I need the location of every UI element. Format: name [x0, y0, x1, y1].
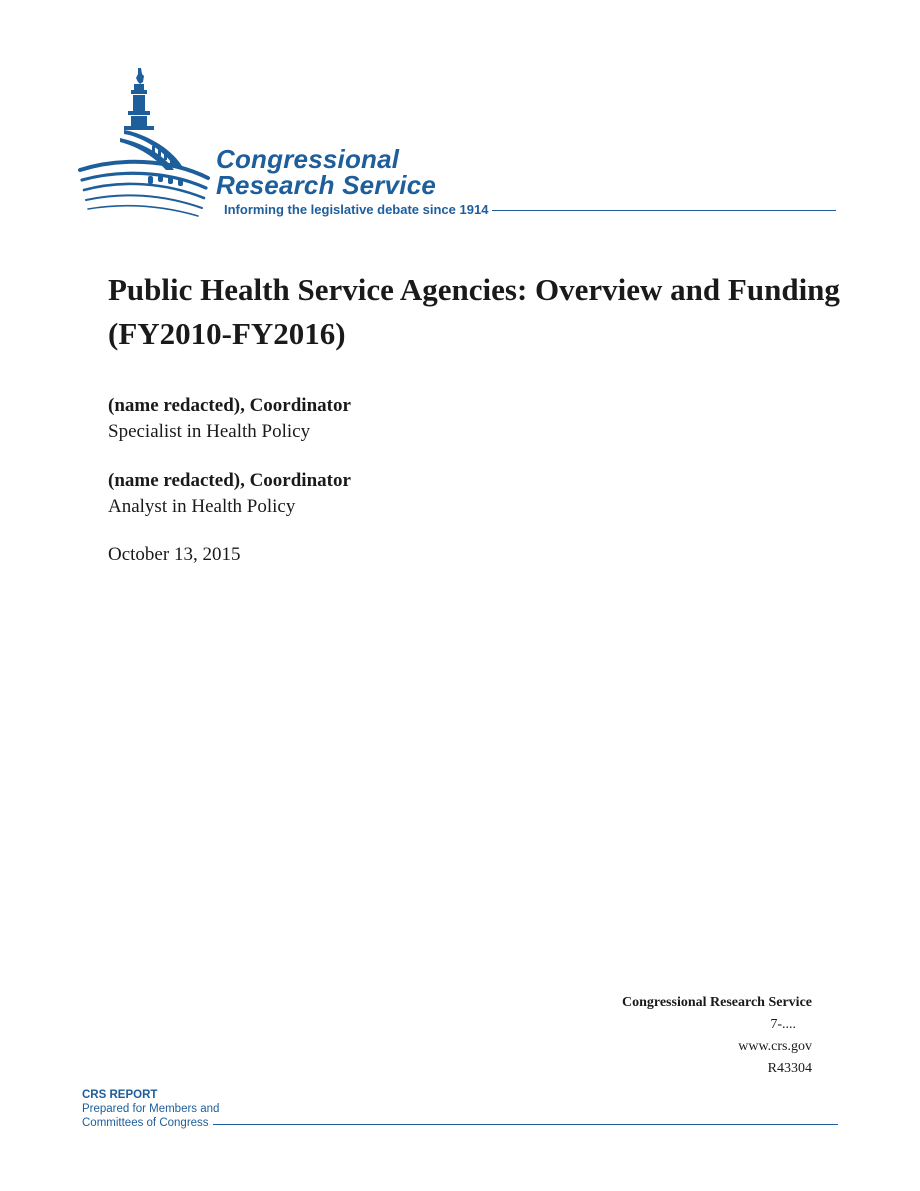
author-block [108, 468, 351, 520]
author-name: (name redacted), Coordinator [108, 470, 351, 491]
report-date: October 13, 2015 [108, 544, 241, 565]
footer-label: CRS REPORT [82, 1089, 158, 1101]
brand-name [216, 146, 436, 198]
author-role: Specialist in Health Policy [108, 421, 311, 442]
brand-tagline: Informing the legislative debate since 1914 [224, 201, 489, 217]
crs-report-footer [82, 1088, 838, 1130]
footer-rule [213, 1124, 838, 1125]
contact-phone: 7-.... [770, 1017, 796, 1032]
footer-line-1: Prepared for Members and [82, 1103, 220, 1115]
brand-name-line2: Research Service [216, 170, 437, 200]
author-role: Analyst in Health Policy [108, 496, 296, 517]
capitol-dome-icon [78, 66, 223, 218]
report-number: R43304 [767, 1061, 812, 1076]
footer-line-2: Committees of Congress [82, 1117, 209, 1129]
contact-info [622, 992, 812, 1080]
author-block [108, 393, 351, 445]
brand-tagline-row [224, 200, 836, 218]
brand-name-line1: Congressional [216, 144, 400, 174]
author-name: (name redacted), Coordinator [108, 395, 351, 416]
report-title: Public Health Service Agencies: Overview and Funding (FY2010-FY2016) [108, 272, 840, 351]
contact-website[interactable]: www.crs.gov [738, 1039, 812, 1054]
contact-organization: Congressional Research Service [621, 995, 812, 1010]
footer-last-row [82, 1116, 838, 1130]
crs-logo [78, 66, 838, 222]
tagline-rule [492, 210, 836, 211]
